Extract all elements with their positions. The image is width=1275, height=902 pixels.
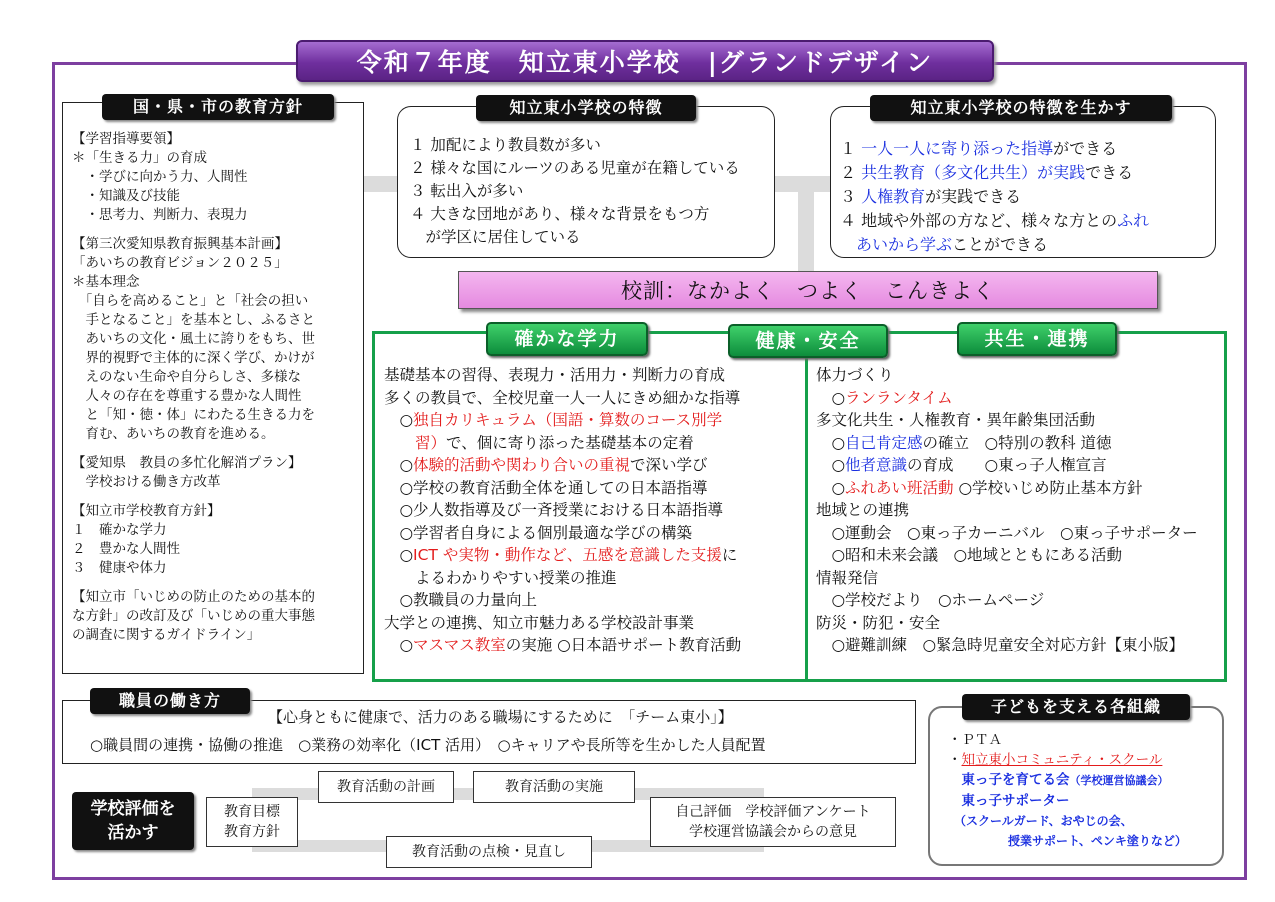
strength-item: あいから学ぶことができる xyxy=(840,235,1049,254)
text-line: ・学びに向かう力、人間性 xyxy=(72,169,248,185)
strength-item: １ 一人一人に寄り添った指導ができる xyxy=(840,139,1118,158)
academic-line: ○マスマス教室の実施 ○日本語サポート教育活動 xyxy=(384,636,742,654)
coexist-line: ○昭和未来会議 ○地域とともにある活動 xyxy=(816,546,1123,564)
org-item: ・ＰＴＡ xyxy=(948,732,1002,748)
text-line: 【愛知県 教員の多忙化解消プラン】 xyxy=(72,455,302,471)
academic-line: ○体験的活動や関わり合いの重視で深い学び xyxy=(384,456,708,474)
academic-line: 習）で、個に寄り添った基礎基本の定着 xyxy=(384,433,694,452)
org-item: （スクールガード、おやじの会、 xyxy=(948,814,1133,828)
text-line: と「知・徳・体」にわたる生きる力を xyxy=(72,407,315,423)
text-line: 「自らを高めること」と「社会の担い xyxy=(72,293,309,309)
strength-item: ２ 共生教育（多文化共生）が実践できる xyxy=(840,163,1134,182)
text-line: 手となること」を基本とし、ふるさと xyxy=(72,312,315,328)
text-line: ２ 豊かな人間性 xyxy=(72,541,180,557)
text-line: 人々の存在を尊重する豊かな人間性 xyxy=(72,388,302,404)
academic-line: ○学校の教育活動全体を通しての日本語指導 xyxy=(384,478,708,497)
policy-text xyxy=(72,130,362,645)
text-line: 【第三次愛知県教育振興基本計画】 xyxy=(72,236,288,252)
pillar-coexist-header: 共生・連携 xyxy=(957,322,1117,356)
features-text xyxy=(410,134,770,249)
goal-box: 教育目標 教育方針 xyxy=(206,797,298,847)
coexist-line: ○自己肯定感の確立 ○特別の教科 道徳 xyxy=(816,433,1112,452)
strength-item: ３ 人権教育が実践できる xyxy=(840,187,1022,206)
org-item: 授業サポート、ペンキ塗りなど） xyxy=(948,834,1187,848)
page-title: 令和７年度 知立東小学校 |グランドデザイン xyxy=(296,40,994,82)
review-box: 教育活動の点検・見直し xyxy=(386,836,592,868)
text-line: 界的視野で主体的に深く学び、かけが xyxy=(72,350,315,366)
coexist-line: ○避難訓練 ○緊急時児童安全対応方針【東小版】 xyxy=(816,636,1185,654)
text-line: 学校おける働き方改革 xyxy=(72,474,221,490)
text-line: ＊「生きる力」の育成 xyxy=(72,150,207,166)
academic-line: ○ICT や実物・動作など、五感を意識した支援に xyxy=(384,546,738,564)
academic-line: よるわかりやすい授業の推進 xyxy=(384,568,617,587)
academic-line: 多くの教員で、全校児童一人一人にきめ細かな指導 xyxy=(384,388,741,407)
text-line: 育む、あいちの教育を進める。 xyxy=(72,426,275,442)
policy-header: 国・県・市の教育方針 xyxy=(102,94,334,120)
org-item: 東っ子を育てる会（学校運営協議会） xyxy=(948,772,1169,788)
text-line: あいちの文化・風土に誇りをもち、世 xyxy=(72,331,315,347)
text-line: 【知立市「いじめの防止のための基本的 xyxy=(72,589,315,605)
coexist-line: ○ランランタイム xyxy=(816,388,953,407)
academic-text xyxy=(384,364,804,657)
implement-box: 教育活動の実施 xyxy=(473,771,635,803)
plan-box: 教育活動の計画 xyxy=(318,771,454,803)
academic-line: 大学との連携、知立市魅力ある学校設計事業 xyxy=(384,613,695,632)
pillar-academic-header: 確かな学力 xyxy=(486,322,648,356)
staff-slogan: 【心身ともに健康で、活力のある職場にするために 「チーム東小」】 xyxy=(268,708,733,726)
strength-item: ４ 地域や外部の方など、様々な方とのふれ xyxy=(840,211,1150,230)
text-line xyxy=(72,492,362,502)
evaluation-header: 学校評価を 活かす xyxy=(72,792,194,850)
text-line: １ 加配により教員数が多い xyxy=(410,136,601,154)
text-line: えのない生命や自分らしさ、多様な xyxy=(72,369,301,385)
text-line: な方針」の改訂及び「いじめの重大事態 xyxy=(72,608,315,624)
coexist-line: 情報発信 xyxy=(816,568,879,587)
coexist-line: 体力づくり xyxy=(816,366,894,384)
text-line: が学区に居住している xyxy=(410,228,581,246)
coexist-line: 地域との連携 xyxy=(816,501,910,519)
staff-actions: ○職員間の連携・協働の推進 ○業務の効率化（ICT 活用） ○キャリアや長所等を生かした人員配置 xyxy=(90,736,766,754)
text-line: 「あいちの教育ビジョン２０２５」 xyxy=(72,255,288,271)
pillar-divider xyxy=(805,340,808,681)
text-line: 【学習指導要領】 xyxy=(72,131,180,147)
coexist-line: ○他者意識の育成 ○東っ子人権宣言 xyxy=(816,456,1107,474)
connector xyxy=(798,190,814,272)
text-line: ２ 様々な国にルーツのある児童が在籍している xyxy=(410,159,740,177)
coexist-line: ○ふれあい班活動 ○学校いじめ防止基本方針 xyxy=(816,478,1143,497)
school-motto: 校訓：なかよく つよく こんきよく xyxy=(458,271,1158,309)
text-line: １ 確かな学力 xyxy=(72,522,167,538)
text-line xyxy=(72,225,362,235)
coexist-line: 多文化共生・人権教育・異年齢集団活動 xyxy=(816,411,1096,429)
features-header: 知立東小学校の特徴 xyxy=(476,95,696,121)
coexist-line: ○運動会 ○東っ子カーニバル ○東っ子サポーター xyxy=(816,523,1198,542)
coexist-line: ○学校だより ○ホームページ xyxy=(816,591,1045,609)
text-line: ３ 健康や体力 xyxy=(72,560,167,576)
strengths-text xyxy=(840,137,1212,257)
strengths-header: 知立東小学校の特徴を生かす xyxy=(870,95,1172,121)
academic-line: ○教職員の力量向上 xyxy=(384,591,538,609)
orgs-text xyxy=(948,730,1218,851)
text-line xyxy=(72,444,362,454)
orgs-header: 子どもを支える各組織 xyxy=(962,694,1190,720)
org-item: ・知立東小コミュニティ・スクール xyxy=(948,752,1163,768)
text-line: 【知立市学校教育方針】 xyxy=(72,503,221,519)
academic-line: ○学習者自身による個別最適な学びの構築 xyxy=(384,523,693,542)
text-line: ・知識及び技能 xyxy=(72,188,180,204)
academic-line: ○少人数指導及び一斉授業における日本語指導 xyxy=(384,501,724,519)
pillar-health-header: 健康・安全 xyxy=(728,324,888,358)
self-eval-box: 自己評価 学校評価アンケート 学校運営協議会からの意見 xyxy=(650,797,896,847)
text-line: ＊基本理念 xyxy=(72,274,140,290)
coexist-text xyxy=(816,364,1224,657)
staff-header: 職員の働き方 xyxy=(90,688,250,714)
academic-line: ○独自カリキュラム（国語・算数のコース別学 xyxy=(384,411,723,429)
coexist-line: 防災・防犯・安全 xyxy=(816,613,941,632)
text-line xyxy=(72,578,362,588)
text-line: ４ 大きな団地があり、様々な背景をもつ方 xyxy=(410,205,710,223)
academic-line: 基礎基本の習得、表現力・活用力・判断力の育成 xyxy=(384,366,726,384)
org-item: 東っ子サポーター xyxy=(948,793,1070,809)
text-line: ・思考力、判断力、表現力 xyxy=(72,207,248,223)
text-line: の調査に関するガイドライン」 xyxy=(72,627,261,643)
text-line: ３ 転出入が多い xyxy=(410,182,524,200)
